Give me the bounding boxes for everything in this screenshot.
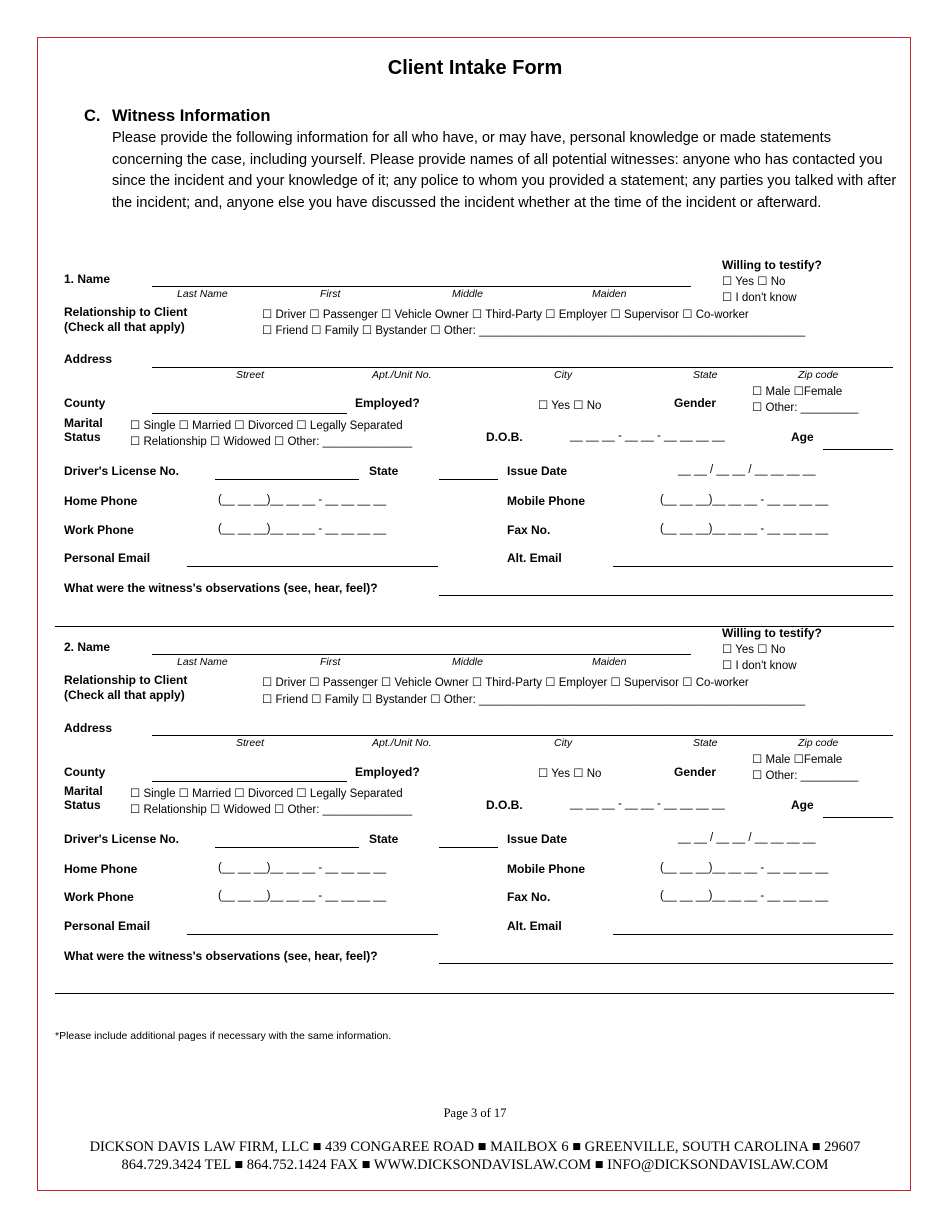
marital-options-row2[interactable]: ☐ Relationship ☐ Widowed ☐ Other: ______________ (130, 436, 413, 448)
employed-checkboxes[interactable]: ☐ Yes ☐ No (538, 400, 602, 412)
license-input[interactable] (215, 479, 359, 480)
sublabel-first: First (320, 656, 341, 668)
gender-other-checkbox[interactable]: ☐ Other: _________ (752, 402, 859, 414)
county-input[interactable] (152, 781, 347, 782)
page-number: Page 3 of 17 (443, 1106, 507, 1120)
marital-label: Marital (64, 416, 103, 430)
form-title: Client Intake Form (387, 57, 563, 79)
personal-email-label: Personal Email (64, 919, 151, 933)
sublabel-city: City (554, 737, 573, 749)
gender-label: Gender (674, 396, 717, 410)
sublabel-middle: Middle (452, 656, 483, 668)
name-input[interactable] (152, 654, 691, 655)
observations-input[interactable] (439, 595, 893, 596)
sublabel-last-name: Last Name (177, 288, 228, 300)
relationship-sublabel: (Check all that apply) (64, 688, 185, 702)
dob-label: D.O.B. (486, 430, 523, 444)
witness-separator-bottom (55, 993, 894, 994)
marital-label-2: Status (64, 430, 101, 444)
relationship-label: Relationship to Client (64, 305, 188, 319)
license-label: Driver's License No. (64, 464, 179, 478)
home-phone-input[interactable]: (__ __ __)__ __ __ - __ __ __ __ (218, 494, 387, 506)
gender-other-checkbox[interactable]: ☐ Other: _________ (752, 770, 859, 782)
sublabel-apt: Apt./Unit No. (372, 369, 432, 381)
section-title: Witness Information (112, 107, 271, 125)
sublabel-maiden: Maiden (592, 656, 627, 668)
sublabel-maiden: Maiden (592, 288, 627, 300)
name-label: 1. Name (64, 272, 111, 286)
address-label: Address (64, 721, 113, 735)
marital-label-2: Status (64, 798, 101, 812)
alt-email-input[interactable] (613, 566, 893, 567)
employed-label: Employed? (355, 396, 420, 410)
relationship-label: Relationship to Client (64, 673, 188, 687)
marital-label: Marital (64, 784, 103, 798)
sublabel-street: Street (236, 737, 265, 749)
sublabel-first: First (320, 288, 341, 300)
testify-dont-know-checkbox[interactable]: ☐ I don't know (722, 292, 797, 304)
age-label: Age (791, 430, 814, 444)
address-input[interactable] (152, 367, 893, 368)
testify-label: Willing to testify? (722, 258, 822, 272)
issue-date-input[interactable]: __ __ / __ __ / __ __ __ __ (678, 464, 816, 476)
sublabel-city: City (554, 369, 573, 381)
gender-male-female-checkboxes[interactable]: ☐ Male ☐Female (752, 386, 843, 398)
relationship-options-row2[interactable]: ☐ Friend ☐ Family ☐ Bystander ☐ Other: ___________________________________________________ (262, 325, 806, 337)
dob-input[interactable]: __ __ __ - __ __ - __ __ __ __ (570, 430, 725, 442)
name-input[interactable] (152, 286, 691, 287)
license-state-input[interactable] (439, 847, 498, 848)
employed-label: Employed? (355, 765, 420, 779)
home-phone-input[interactable]: (__ __ __)__ __ __ - __ __ __ __ (218, 862, 387, 874)
alt-email-label: Alt. Email (507, 551, 562, 565)
personal-email-input[interactable] (187, 566, 438, 567)
work-phone-label: Work Phone (64, 890, 134, 904)
license-input[interactable] (215, 847, 359, 848)
fax-label: Fax No. (507, 523, 551, 537)
gender-male-female-checkboxes[interactable]: ☐ Male ☐Female (752, 754, 843, 766)
license-state-input[interactable] (439, 479, 498, 480)
mobile-phone-input[interactable]: (__ __ __)__ __ __ - __ __ __ __ (660, 862, 829, 874)
observations-label: What were the witness's observations (see, hear, feel)? (64, 581, 378, 595)
work-phone-input[interactable]: (__ __ __)__ __ __ - __ __ __ __ (218, 890, 387, 902)
footer-address: DICKSON DAVIS LAW FIRM, LLC ■ 439 CONGAREE ROAD ■ MAILBOX 6 ■ GREENVILLE, SOUTH CAROLINA ■ 29607 (89, 1139, 861, 1155)
testify-yes-no-checkboxes[interactable]: ☐ Yes ☐ No (722, 276, 786, 288)
testify-dont-know-checkbox[interactable]: ☐ I don't know (722, 660, 797, 672)
mobile-phone-input[interactable]: (__ __ __)__ __ __ - __ __ __ __ (660, 494, 829, 506)
personal-email-input[interactable] (187, 934, 438, 935)
dob-input[interactable]: __ __ __ - __ __ - __ __ __ __ (570, 798, 725, 810)
age-label: Age (791, 798, 814, 812)
footer-contact: 864.729.3424 TEL ■ 864.752.1424 FAX ■ WWW.DICKSONDAVISLAW.COM ■ INFO@DICKSONDAVISLAW.COM (121, 1157, 829, 1173)
sublabel-last-name: Last Name (177, 656, 228, 668)
sublabel-state: State (693, 737, 718, 749)
sublabel-zip: Zip code (798, 369, 839, 381)
sublabel-street: Street (236, 369, 265, 381)
sublabel-middle: Middle (452, 288, 483, 300)
sublabel-state: State (693, 369, 718, 381)
marital-options-row2[interactable]: ☐ Relationship ☐ Widowed ☐ Other: ______________ (130, 804, 413, 816)
county-label: County (64, 765, 106, 779)
home-phone-label: Home Phone (64, 494, 138, 508)
relationship-sublabel: (Check all that apply) (64, 320, 185, 334)
license-label: Driver's License No. (64, 832, 179, 846)
employed-checkboxes[interactable]: ☐ Yes ☐ No (538, 768, 602, 780)
sublabel-apt: Apt./Unit No. (372, 737, 432, 749)
issue-date-label: Issue Date (507, 464, 568, 478)
testify-yes-no-checkboxes[interactable]: ☐ Yes ☐ No (722, 644, 786, 656)
fax-label: Fax No. (507, 890, 551, 904)
marital-options-row1[interactable]: ☐ Single ☐ Married ☐ Divorced ☐ Legally Separated (130, 788, 403, 800)
observations-input[interactable] (439, 963, 893, 964)
footnote: *Please include additional pages if necessary with the same information. (55, 1030, 392, 1042)
address-input[interactable] (152, 735, 893, 736)
mobile-phone-label: Mobile Phone (507, 494, 585, 508)
marital-options-row1[interactable]: ☐ Single ☐ Married ☐ Divorced ☐ Legally Separated (130, 420, 403, 432)
alt-email-input[interactable] (613, 934, 893, 935)
relationship-options-row2[interactable]: ☐ Friend ☐ Family ☐ Bystander ☐ Other: ___________________________________________________ (262, 694, 806, 706)
dob-label: D.O.B. (486, 798, 523, 812)
gender-label: Gender (674, 765, 717, 779)
fax-input[interactable]: (__ __ __)__ __ __ - __ __ __ __ (660, 523, 829, 535)
work-phone-label: Work Phone (64, 523, 134, 537)
county-label: County (64, 396, 106, 410)
section-letter: C. (84, 107, 101, 125)
mobile-phone-label: Mobile Phone (507, 862, 585, 876)
observations-label: What were the witness's observations (see, hear, feel)? (64, 949, 378, 963)
issue-date-label: Issue Date (507, 832, 568, 846)
relationship-options-row1[interactable]: ☐ Driver ☐ Passenger ☐ Vehicle Owner ☐ Third-Party ☐ Employer ☐ Supervisor ☐ Co-worker (262, 677, 749, 689)
alt-email-label: Alt. Email (507, 919, 562, 933)
issue-date-input[interactable]: __ __ / __ __ / __ __ __ __ (678, 832, 816, 844)
name-label: 2. Name (64, 640, 111, 654)
address-label: Address (64, 352, 113, 366)
fax-input[interactable]: (__ __ __)__ __ __ - __ __ __ __ (660, 890, 829, 902)
license-state-label: State (369, 464, 399, 478)
sublabel-zip: Zip code (798, 737, 839, 749)
section-intro: Please provide the following information for all who have, or may have, personal knowledge or made statements concerning the case, including yourself. Please provide names of all potential witnesses: anyone who has contacted you since the incident and your knowledge of it; any police to whom you provided a statement; any parties you talked with after the incident; and, anyone else you have discussed the incident whether at the time of the incident or afterward. (112, 130, 897, 211)
county-input[interactable] (152, 413, 347, 414)
testify-label: Willing to testify? (722, 626, 822, 640)
personal-email-label: Personal Email (64, 551, 151, 565)
work-phone-input[interactable]: (__ __ __)__ __ __ - __ __ __ __ (218, 523, 387, 535)
age-input[interactable] (823, 449, 893, 450)
relationship-options-row1[interactable]: ☐ Driver ☐ Passenger ☐ Vehicle Owner ☐ Third-Party ☐ Employer ☐ Supervisor ☐ Co-worker (262, 309, 749, 321)
age-input[interactable] (823, 817, 893, 818)
home-phone-label: Home Phone (64, 862, 138, 876)
license-state-label: State (369, 832, 399, 846)
